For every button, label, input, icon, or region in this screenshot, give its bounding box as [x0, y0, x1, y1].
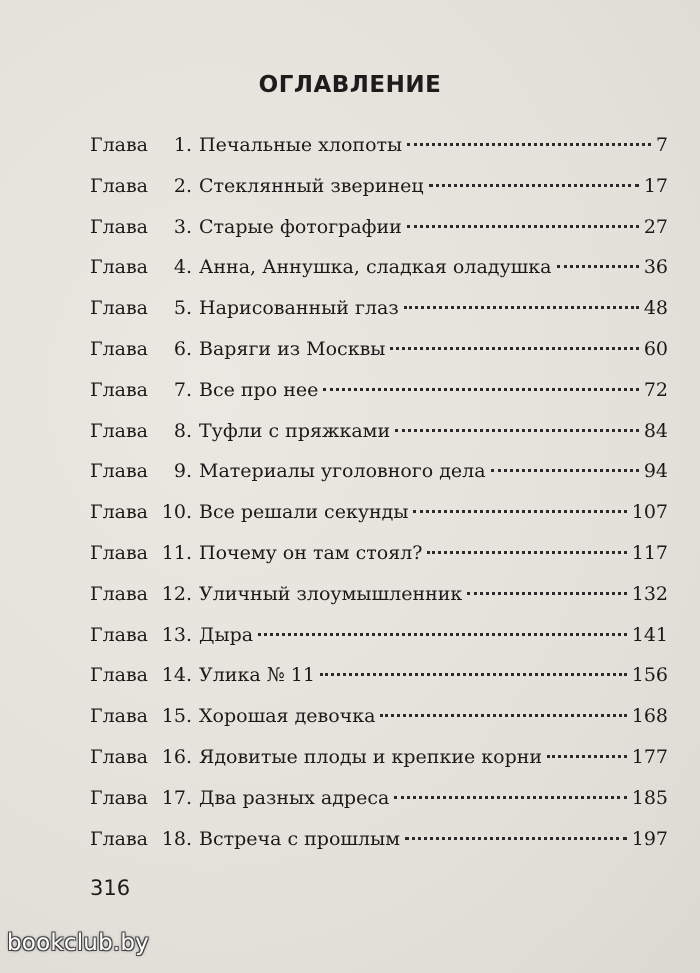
chapter-label: Глава — [90, 827, 149, 850]
toc-entry — [90, 701, 668, 742]
chapter-page: 168 — [631, 705, 668, 728]
chapter-title: Туфли с пряжками — [199, 419, 391, 442]
chapter-page: 156 — [631, 664, 668, 687]
chapter-number: 17. — [161, 786, 192, 809]
chapter-number: 6. — [173, 337, 192, 360]
toc-entry — [90, 334, 668, 375]
dot-leader — [407, 143, 651, 146]
chapter-label: Глава — [90, 378, 149, 401]
chapter-page: 17 — [643, 174, 668, 197]
toc-entry — [90, 212, 668, 253]
chapter-page: 7 — [655, 134, 668, 156]
chapter-label: Глава — [90, 786, 149, 809]
chapter-page: 117 — [631, 541, 668, 564]
dot-leader — [413, 510, 626, 513]
watermark-logo: bookclub.by — [7, 930, 149, 956]
dot-leader — [429, 184, 639, 187]
chapter-page: 48 — [643, 297, 668, 320]
chapter-label: Глава — [90, 664, 149, 687]
toc-entry — [90, 824, 668, 865]
chapter-title: Почему он там стоял? — [199, 541, 423, 564]
chapter-number: 16. — [161, 745, 192, 768]
chapter-page: 141 — [631, 623, 668, 646]
table-of-contents — [90, 130, 668, 864]
chapter-number: 7. — [173, 378, 192, 401]
chapter-title: Материалы уголовного дела — [199, 460, 486, 483]
chapter-label: Глава — [90, 623, 149, 646]
chapter-label: Глава — [90, 460, 149, 483]
chapter-label: Глава — [90, 297, 149, 320]
toc-entry — [90, 579, 668, 620]
chapter-label: Глава — [90, 174, 149, 197]
dot-leader — [467, 592, 626, 595]
chapter-title: Уличный злоумышленник — [199, 582, 463, 605]
dot-leader — [491, 469, 639, 472]
toc-entry — [90, 293, 668, 334]
dot-leader — [394, 796, 626, 799]
chapter-number: 15. — [161, 705, 192, 728]
chapter-number: 9. — [173, 460, 192, 483]
chapter-page: 60 — [643, 337, 668, 360]
chapter-title: Печальные хлопоты — [199, 134, 403, 156]
page-number: 316 — [90, 876, 131, 900]
toc-entry — [90, 660, 668, 701]
chapter-number: 4. — [173, 256, 192, 279]
toc-entry — [90, 375, 668, 416]
chapter-title: Все про нее — [199, 378, 319, 401]
toc-entry — [90, 456, 668, 497]
dot-leader — [407, 225, 639, 228]
chapter-title: Анна, Аннушка, сладкая оладушка — [199, 256, 552, 279]
chapter-page: 94 — [643, 460, 668, 483]
toc-entry — [90, 538, 668, 579]
chapter-title: Стеклянный зверинец — [199, 174, 424, 197]
toc-entry — [90, 620, 668, 661]
chapter-number: 10. — [161, 501, 192, 524]
chapter-number: 18. — [161, 827, 192, 850]
toc-entry — [90, 416, 668, 457]
chapter-number: 5. — [173, 297, 192, 320]
chapter-number: 11. — [161, 541, 192, 564]
chapter-page: 84 — [643, 419, 668, 442]
dot-leader — [405, 837, 627, 840]
chapter-number: 2. — [173, 174, 192, 197]
toc-entry — [90, 171, 668, 212]
dot-leader — [427, 551, 626, 554]
chapter-title: Дыра — [199, 623, 254, 646]
chapter-title: Нарисованный глаз — [199, 297, 399, 320]
chapter-label: Глава — [90, 705, 149, 728]
toc-entry — [90, 742, 668, 783]
chapter-title: Хорошая девочка — [199, 705, 376, 728]
chapter-title: Все решали секунды — [199, 501, 409, 524]
dot-leader — [258, 633, 627, 636]
dot-leader — [547, 755, 627, 758]
chapter-title: Два разных адреса — [199, 786, 390, 809]
dot-leader — [404, 306, 639, 309]
chapter-number: 13. — [161, 623, 192, 646]
chapter-label: Глава — [90, 745, 149, 768]
toc-entry — [90, 252, 668, 293]
chapter-page: 36 — [643, 256, 668, 279]
chapter-page: 177 — [631, 745, 668, 768]
toc-entry — [90, 497, 668, 538]
dot-leader — [390, 347, 638, 350]
page-title: ОГЛАВЛЕНИЕ — [258, 72, 442, 98]
dot-leader — [320, 673, 627, 676]
chapter-page: 197 — [631, 827, 668, 850]
chapter-label: Глава — [90, 419, 149, 442]
chapter-number: 1. — [173, 134, 192, 156]
toc-entry — [90, 130, 668, 171]
chapter-label: Глава — [90, 541, 149, 564]
chapter-page: 27 — [643, 215, 668, 238]
chapter-number: 14. — [161, 664, 192, 687]
chapter-page: 107 — [631, 501, 668, 524]
chapter-title: Старые фотографии — [199, 215, 402, 238]
chapter-label: Глава — [90, 337, 149, 360]
dot-leader — [557, 265, 639, 268]
chapter-title: Встреча с прошлым — [199, 827, 401, 850]
dot-leader — [380, 714, 626, 717]
chapter-page: 132 — [631, 582, 668, 605]
chapter-label: Глава — [90, 501, 149, 524]
chapter-number: 3. — [173, 215, 192, 238]
chapter-number: 12. — [161, 582, 192, 605]
toc-entry — [90, 783, 668, 824]
chapter-page: 72 — [643, 378, 668, 401]
dot-leader — [395, 429, 639, 432]
chapter-label: Глава — [90, 256, 149, 279]
dot-leader — [323, 388, 638, 391]
chapter-title: Улика № 11 — [199, 664, 315, 687]
chapter-label: Глава — [90, 582, 149, 605]
chapter-label: Глава — [90, 134, 149, 156]
chapter-number: 8. — [173, 419, 192, 442]
chapter-title: Варяги из Москвы — [199, 337, 386, 360]
chapter-label: Глава — [90, 215, 149, 238]
chapter-page: 185 — [631, 786, 668, 809]
chapter-title: Ядовитые плоды и крепкие корни — [199, 745, 543, 768]
